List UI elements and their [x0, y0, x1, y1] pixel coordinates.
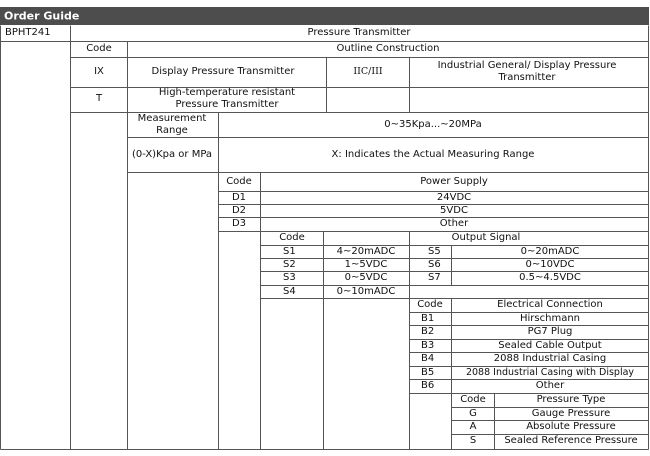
pressure-code-g: G	[469, 408, 477, 419]
construction-desc-ix: Industrial General/ Display Pressure Transmitter	[437, 60, 617, 83]
construction-name-t: High-temperature resistant Pressure Transmitter	[158, 87, 296, 110]
pressure-code-header: Code	[460, 394, 486, 405]
measurement-code-desc: X: Indicates the Actual Measuring Range	[331, 149, 535, 160]
pressure-code-a: A	[469, 421, 477, 432]
electrical-value-b4: 2088 Industrial Casing	[493, 353, 607, 364]
electrical-code-b6: B6	[421, 380, 435, 391]
pressure-value-a: Absolute Pressure	[526, 421, 616, 432]
electrical-code-b2: B2	[421, 326, 435, 337]
output-title: Output Signal	[451, 232, 521, 243]
pressure-title: Pressure Type	[536, 394, 606, 405]
pressure-value-s: Sealed Reference Pressure	[504, 435, 638, 446]
electrical-code-header: Code	[417, 299, 443, 310]
electrical-value-b5: 2088 Industrial Casing with Display	[465, 367, 635, 378]
power-code-d3: D3	[231, 218, 247, 229]
electrical-value-b2: PG7 Plug	[527, 326, 573, 337]
output-value-s1: 4~20mADC	[336, 246, 396, 257]
output-code-s3: S3	[283, 272, 296, 283]
electrical-code-b5: B5	[421, 367, 435, 378]
power-value-d3: Other	[439, 218, 469, 229]
output-value-s5: 0~20mADC	[520, 246, 580, 257]
construction-code-t: T	[95, 93, 103, 104]
electrical-value-b1: Hirschmann	[520, 313, 580, 324]
output-code-s6: S6	[428, 259, 441, 270]
power-code-d1: D1	[231, 192, 247, 203]
construction-extra-ix: IIC/III	[353, 66, 383, 77]
construction-code-ix: IX	[94, 66, 104, 77]
construction-code-header: Code	[86, 43, 112, 54]
output-code-s2: S2	[283, 259, 296, 270]
power-code-d2: D2	[231, 205, 247, 216]
electrical-value-b3: Sealed Cable Output	[498, 340, 602, 351]
product-name: Pressure Transmitter	[307, 27, 411, 38]
model-code: BPHT241	[5, 27, 51, 38]
measurement-code-label: (0-X)Kpa or MPa	[131, 149, 213, 160]
output-code-s7: S7	[428, 272, 441, 283]
output-value-s6: 0~10VDC	[525, 259, 575, 270]
electrical-value-b6: Other	[535, 380, 565, 391]
output-code-s4: S4	[283, 286, 296, 297]
power-title: Power Supply	[420, 176, 488, 187]
output-value-s7: 0.5~4.5VDC	[519, 272, 581, 283]
order-guide-title: Order Guide	[4, 9, 80, 23]
output-code-s1: S1	[283, 246, 296, 257]
output-value-s3: 0~5VDC	[344, 272, 388, 283]
power-value-d1: 24VDC	[436, 192, 472, 203]
electrical-code-b3: B3	[421, 340, 435, 351]
pressure-code-s: S	[469, 435, 477, 446]
power-value-d2: 5VDC	[440, 205, 468, 216]
construction-name-ix: Display Pressure Transmitter	[151, 66, 295, 77]
electrical-code-b4: B4	[421, 353, 435, 364]
output-code-header: Code	[279, 232, 305, 243]
output-code-s5: S5	[428, 246, 441, 257]
measurement-label: Measurement Range	[137, 113, 207, 136]
pressure-value-g: Gauge Pressure	[531, 408, 611, 419]
construction-title: Outline Construction	[336, 43, 440, 54]
electrical-title: Electrical Connection	[497, 299, 603, 310]
power-code-header: Code	[226, 176, 252, 187]
measurement-value: 0~35Kpa...~20MPa	[384, 119, 482, 130]
electrical-code-b1: B1	[421, 313, 435, 324]
output-value-s2: 1~5VDC	[344, 259, 388, 270]
output-value-s4: 0~10mADC	[336, 286, 396, 297]
